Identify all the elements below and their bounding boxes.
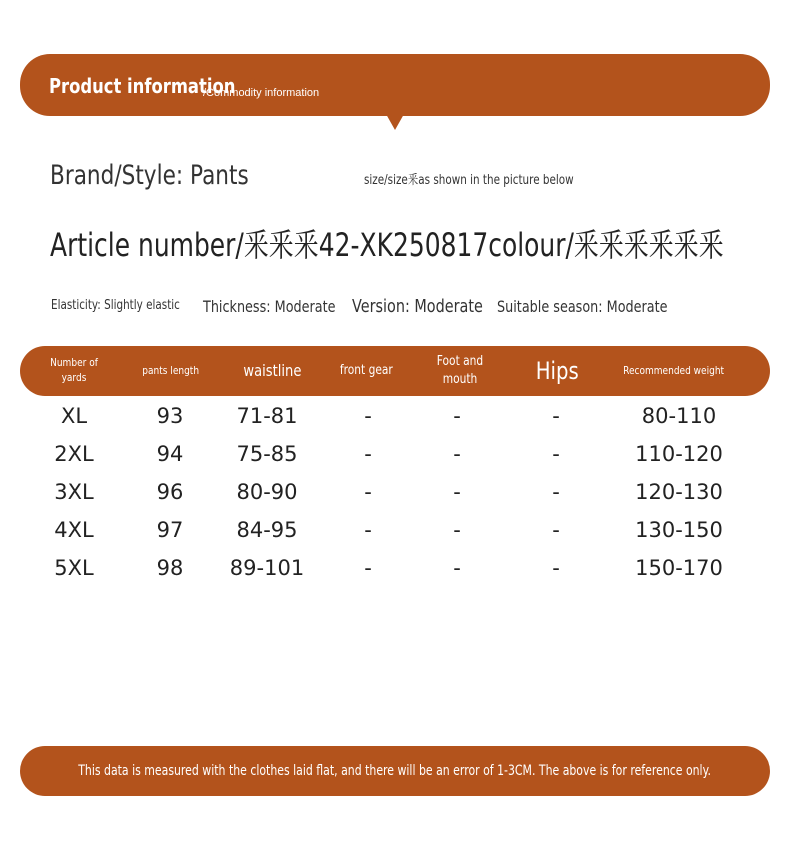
- table-row: [0, 511, 790, 549]
- header-front-gear: front gear: [339, 363, 393, 379]
- cell-size: 3XL: [54, 480, 94, 504]
- product-info-banner: [20, 54, 770, 116]
- size-table-header: [20, 346, 770, 396]
- table-row: [0, 435, 790, 473]
- cell-front-gear: -: [364, 404, 372, 428]
- cell-foot-and-mouth: -: [453, 442, 461, 466]
- attr-thickness: Thickness: Moderate: [203, 297, 336, 316]
- attr-elasticity: Elasticity: Slightly elastic: [51, 298, 180, 313]
- cell-hips: -: [552, 518, 560, 542]
- cell-front-gear: -: [364, 518, 372, 542]
- banner-pointer-icon: [386, 114, 404, 130]
- attr-season: Suitable season: Moderate: [497, 297, 668, 316]
- header-recommended-weight: Recommended weight: [623, 363, 725, 377]
- cell-foot-and-mouth: -: [453, 518, 461, 542]
- cell-hips: -: [552, 442, 560, 466]
- cell-recommended-weight: 120-130: [635, 480, 723, 504]
- cell-waistline: 89-101: [229, 556, 305, 580]
- table-row: [0, 473, 790, 511]
- size-note: size/size⾤as shown in the picture below: [364, 173, 574, 188]
- cell-pants-length: 98: [156, 556, 184, 580]
- cell-pants-length: 96: [156, 480, 184, 504]
- banner-subtitle: /Commodity information: [203, 87, 320, 99]
- measurement-note-banner: [20, 746, 770, 796]
- cell-front-gear: -: [364, 442, 372, 466]
- cell-waistline: 71-81: [236, 404, 298, 428]
- cell-waistline: 84-95: [236, 518, 298, 542]
- table-row: [0, 549, 790, 587]
- cell-pants-length: 94: [156, 442, 184, 466]
- cell-recommended-weight: 110-120: [635, 442, 723, 466]
- cell-recommended-weight: 130-150: [635, 518, 723, 542]
- header-foot-and-mouth: Foot and mouth: [436, 354, 484, 387]
- cell-foot-and-mouth: -: [453, 480, 461, 504]
- cell-waistline: 80-90: [236, 480, 298, 504]
- cell-pants-length: 97: [156, 518, 184, 542]
- banner-title: Product information: [49, 74, 236, 98]
- cell-front-gear: -: [364, 480, 372, 504]
- cell-size: 4XL: [54, 518, 94, 542]
- cell-front-gear: -: [364, 556, 372, 580]
- header-waistline: waistline: [242, 361, 302, 381]
- attr-version: Version: Moderate: [352, 296, 483, 317]
- brand-style: Brand/Style: Pants: [50, 160, 249, 191]
- cell-foot-and-mouth: -: [453, 556, 461, 580]
- cell-recommended-weight: 150-170: [635, 556, 723, 580]
- article-number: Article number/⾤⾤⾤42-XK250817colour/⾤⾤⾤⾤⾤⾤: [50, 226, 724, 264]
- cell-hips: -: [552, 480, 560, 504]
- cell-pants-length: 93: [156, 404, 184, 428]
- cell-size: 5XL: [54, 556, 94, 580]
- cell-size: XL: [60, 404, 88, 428]
- measurement-note: This data is measured with the clothes laid flat, and there will be an error of 1-3CM. The above is for reference only.: [78, 763, 712, 779]
- header-number-of-yards: Number of yards: [50, 356, 98, 384]
- header-pants-length: pants length: [142, 363, 200, 377]
- cell-foot-and-mouth: -: [453, 404, 461, 428]
- cell-recommended-weight: 80-110: [641, 404, 717, 428]
- cell-waistline: 75-85: [236, 442, 298, 466]
- table-row: [0, 397, 790, 435]
- cell-size: 2XL: [54, 442, 94, 466]
- cell-hips: -: [552, 556, 560, 580]
- header-hips: Hips: [535, 356, 579, 385]
- cell-hips: -: [552, 404, 560, 428]
